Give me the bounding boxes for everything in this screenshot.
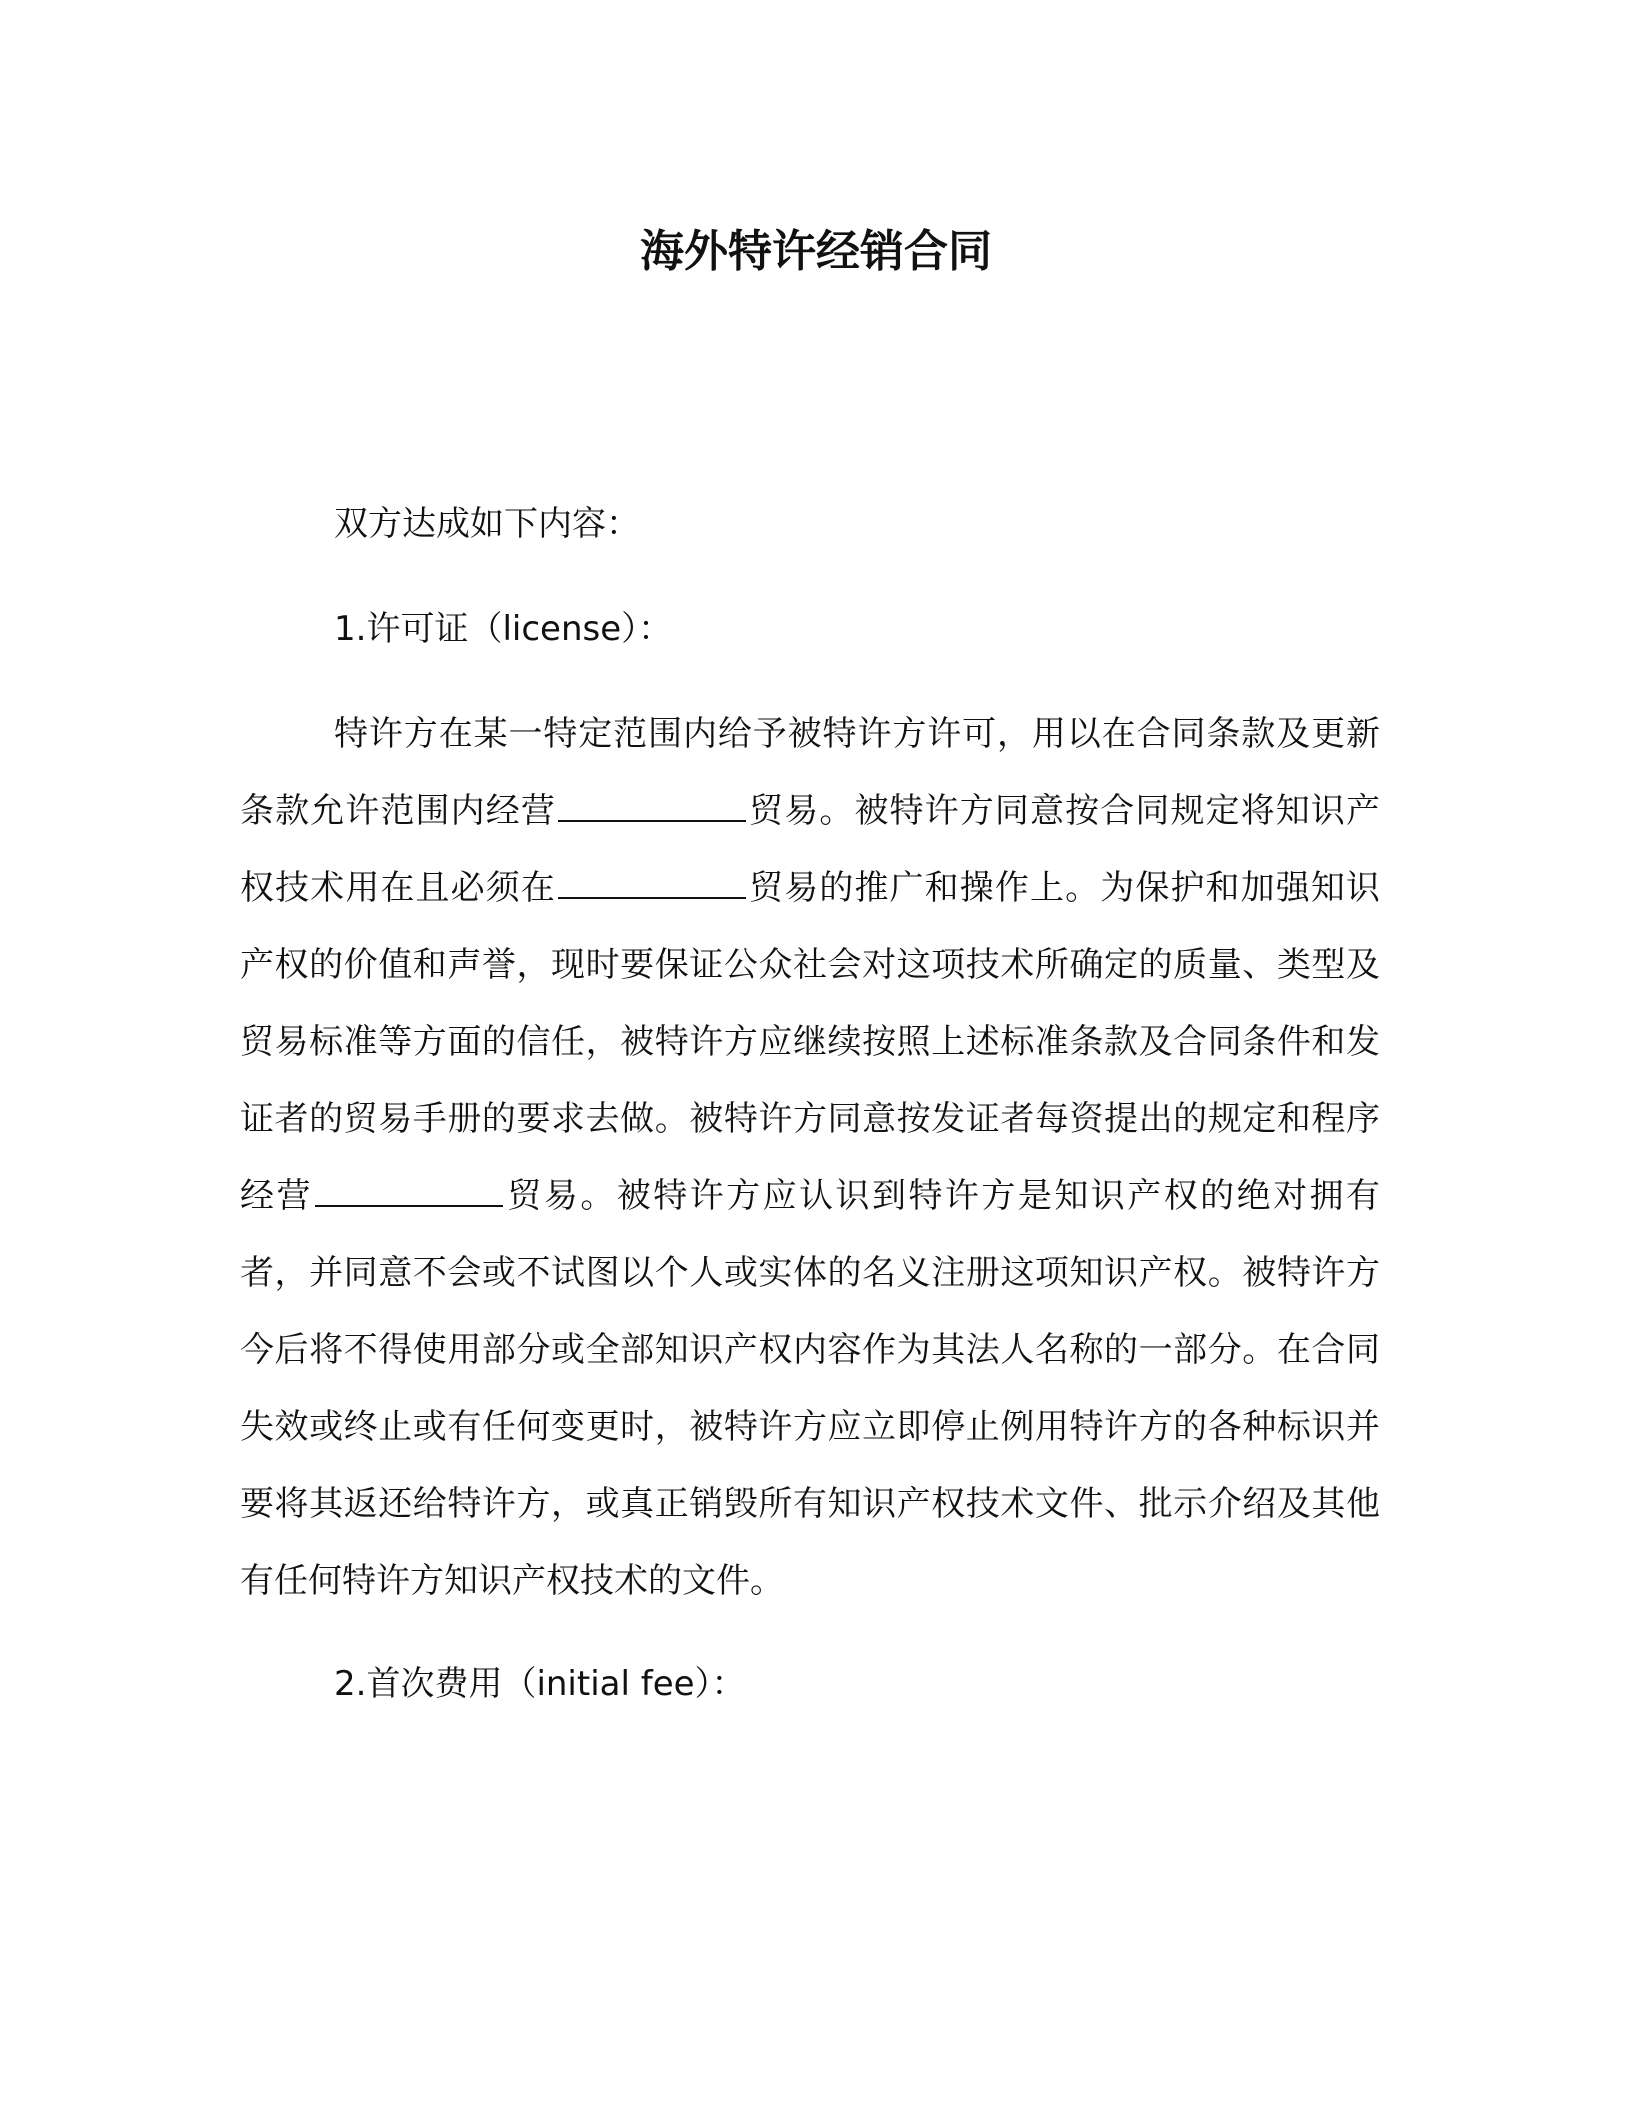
document-title: 海外特许经销合同 [640,226,992,277]
section-1-text-part-4: 贸易。被特许方应认识到特许方是知识产权的绝对拥有者，并同意不会或不试图以个人或实体的名义注册这项知识产权。被特许方今后将不得使用部分或全部知识产权内容作为其法人名称的一部分。在合同失效或终止或有任何变更时，被特许方应立即停止例用特许方的各种标识并要将其返还给特许方，或真正销毁所有知识产权技术文件、批示介绍及其他有任何特许方知识产权技术的文件。 [240,1176,1381,1601]
section-1-text-part-1: 特许方在某一特定范围内给予被特许方许可，用以在合同条款及更新条款允许范围内经营 [240,714,1380,831]
section-2-heading: 2.首次费用（initial fee）： [334,1664,746,1704]
intro-line: 双方达成如下内容： [334,504,640,544]
section-1-paragraph [240,696,1380,1620]
blank-field-1 [558,796,746,822]
document-body [240,486,1380,1751]
blank-field-2 [558,873,746,899]
section-1-text-part-2: 贸易。被特许方同意按合同规定将知识产权技术用在且必须在 [240,791,1380,908]
section-1-text-part-3: 贸易的推广和操作上。为保护和加强知识产权的价值和声誉，现时要保证公众社会对这项技术所确定的质量、类型及贸易标准等方面的信任，被特许方应继续按照上述标准条款及合同条件和发证者的贸易手册的要求去做。被特许方同意按发证者每资提出的规定和程序经营 [240,868,1380,1216]
blank-field-3 [315,1181,503,1207]
section-1-heading: 1.许可证（license）： [334,609,673,649]
